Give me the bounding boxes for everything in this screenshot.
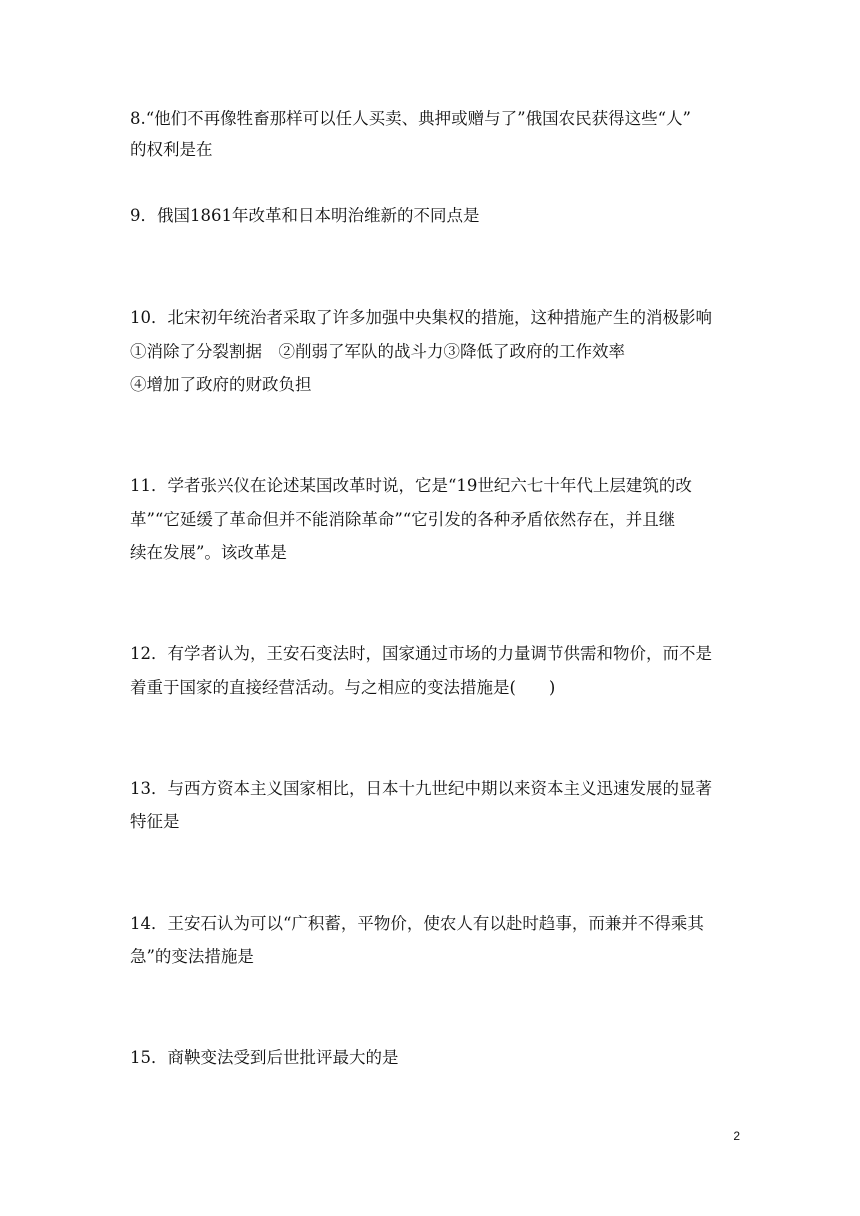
question-13-line-1: 13．与西方资本主义国家相比，日本十九世纪中期以来资本主义迅速发展的显著 bbox=[130, 779, 712, 798]
question-10-options-row-2 bbox=[130, 437, 740, 467]
page-number: 2 bbox=[733, 1129, 740, 1143]
question-11-line-1: 11．学者张兴仪在论述某国改革时说，它是“19世纪六七十年代上层建筑的改 bbox=[130, 476, 692, 495]
question-13-options-row-2 bbox=[130, 875, 740, 905]
question-8-line-1: 8.“他们不再像牲畜那样可以任人买卖、典押或赠与了”俄国农民获得这些“人” bbox=[130, 109, 691, 128]
question-12-options-row-2 bbox=[130, 740, 740, 770]
question-11-line-2: 革”“它延缓了革命但并不能消除革命”“它引发的各种矛盾依然存在，并且继 bbox=[130, 510, 676, 529]
question-14-line-2: 急”的变法措施是 bbox=[130, 947, 254, 966]
question-11-line-3: 续在发展”。该改革是 bbox=[130, 543, 287, 562]
question-9-options-row-2 bbox=[130, 268, 740, 298]
question-13-line-2: 特征是 bbox=[130, 812, 180, 831]
question-8-line-2: 的权利是在 bbox=[130, 140, 213, 159]
question-12-line-1: 12．有学者认为，王安石变法时，国家通过市场的力量调节供需和物价，而不是 bbox=[130, 644, 712, 663]
question-15-line-1: 15．商鞅变法受到后世批评最大的是 bbox=[130, 1048, 399, 1067]
question-10-options-row-1 bbox=[130, 404, 740, 434]
question-14-options-row-2 bbox=[130, 1010, 740, 1040]
question-10-line-2: ①消除了分裂割据 ②削弱了军队的战斗力③降低了政府的工作效率 bbox=[130, 342, 625, 361]
question-10-line-3: ④增加了政府的财政负担 bbox=[130, 375, 312, 394]
question-14-line-1: 14．王安石认为可以“广积蓄，平物价，使农人有以赴时趋事，而兼并不得乘其 bbox=[130, 914, 704, 933]
question-12-line-2: 着重于国家的直接经营活动。与之相应的变法措施是( ) bbox=[130, 678, 556, 697]
question-8-options bbox=[130, 168, 740, 198]
question-9-line-1: 9．俄国1861年改革和日本明治维新的不同点是 bbox=[130, 206, 480, 225]
question-12-options-row-1 bbox=[130, 706, 740, 736]
question-13-options-row-1 bbox=[130, 841, 740, 871]
question-9-options-row-1 bbox=[130, 235, 740, 265]
question-10-line-1: 10．北宋初年统治者采取了许多加强中央集权的措施，这种措施产生的消极影响 bbox=[130, 308, 712, 327]
question-11-options-row-2 bbox=[130, 605, 740, 635]
question-14-options-row-1 bbox=[130, 976, 740, 1006]
question-11-options-row-1 bbox=[130, 572, 740, 602]
question-15-options-row-1 bbox=[130, 1077, 740, 1107]
